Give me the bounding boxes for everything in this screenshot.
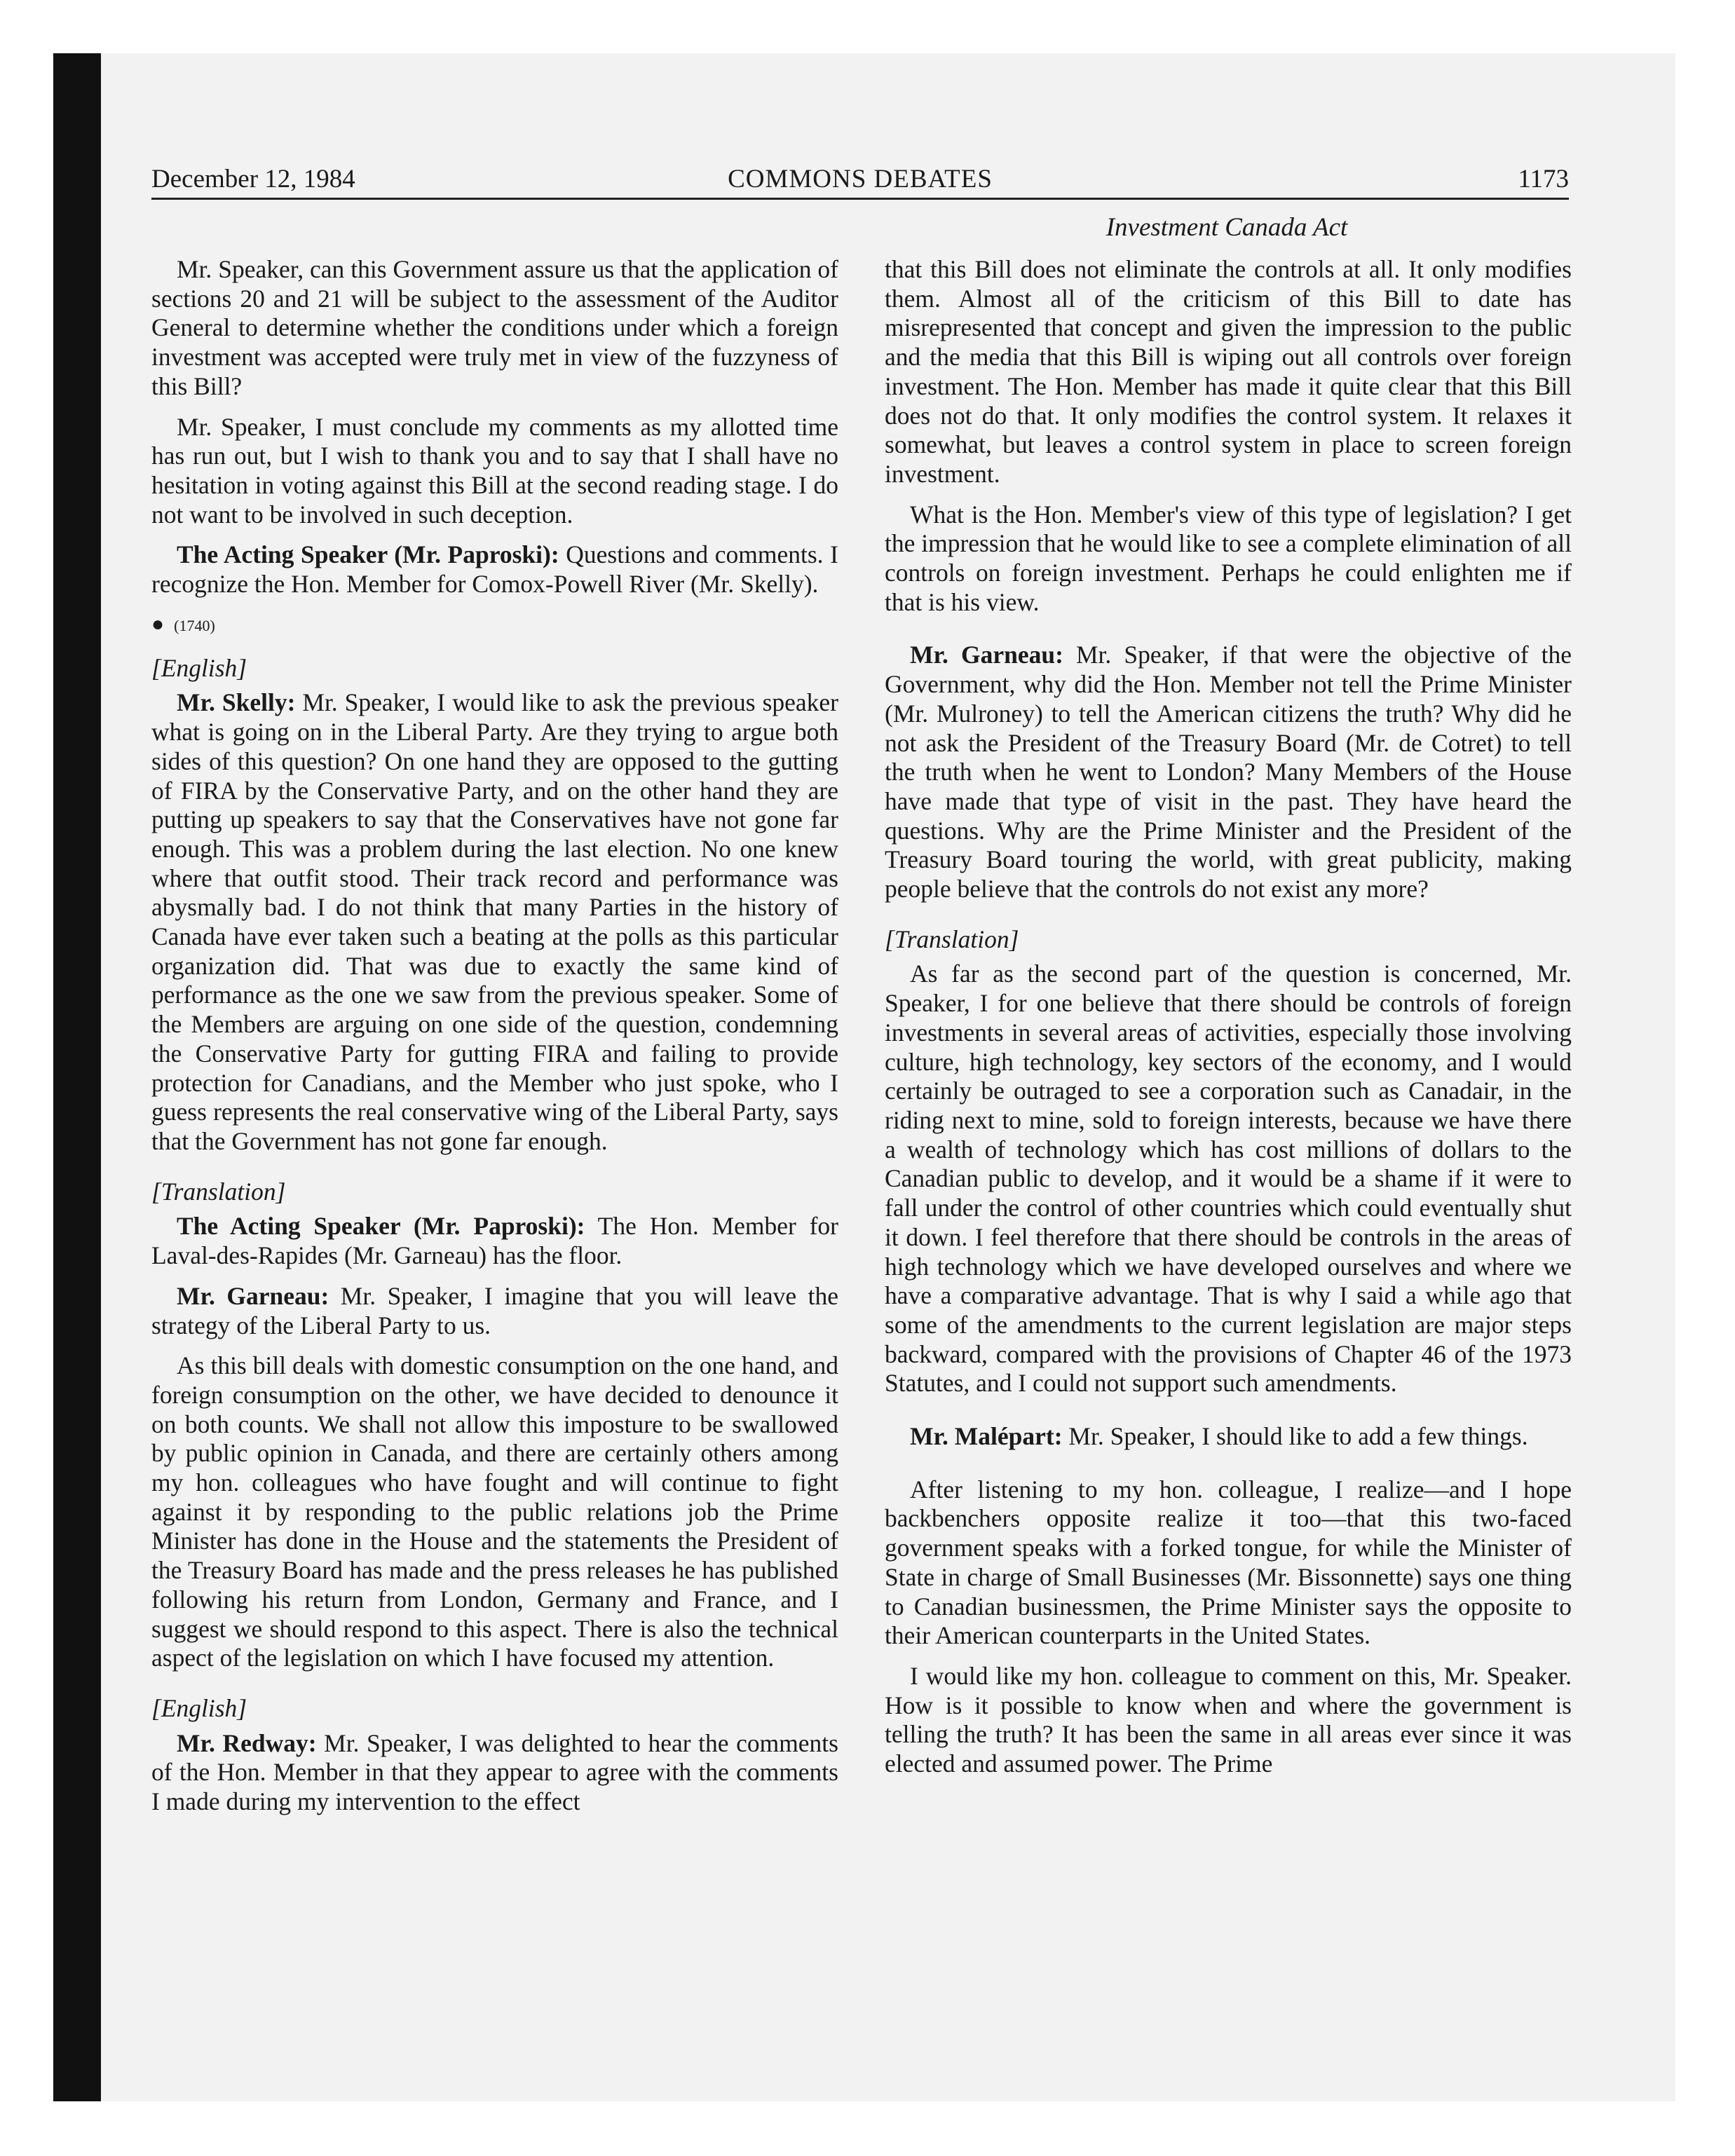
section-heading: Investment Canada Act [1105,213,1348,242]
speaker-name: Mr. Redway: [177,1728,317,1757]
speaker-name: Mr. Garneau: [910,641,1063,669]
timestamp-line [151,610,838,640]
speech-text: Mr. Speaker, I should like to add a few things. [1062,1422,1528,1451]
speech-paragraph [151,540,838,599]
speech-paragraph [151,1212,838,1270]
header-date: December 12, 1984 [151,165,355,193]
speech-text: Questions and comments. I recognize the Hon. Member for Comox-Powell River (Mr. Skelly). [151,540,838,599]
speech-text: Mr. Speaker, I would like to ask the previous speaker what is going on in the Liberal Party. Are they trying to argue both sides of this question? On one hand they are opposed to the gutting of FIRA by the Conservative Party, and on the other hand they are putting up speakers to say that the Conservatives have not gone far enough. This was a problem during the last election. No one knew where that outfit stood. Their track record and performance was abysmally bad. I do not think that many Parties in the history of Canada have ever taken such a beating at the polls as this particular organization did. That was due to exactly the same kind of performance as the one we saw from the previous speaker. Some of the Members are arguing on one side of the question, condemning the Conservative Party for gutting FIRA and failing to provide protection for Canadians, and the Member who just spoke, who I guess represents the real conservative wing of the Liberal Party, says that the Government has not gone far enough. [151,688,839,1155]
paragraph: I would like my hon. colleague to comment on this, Mr. Speaker. How is it possible to know when and where the government is telling the truth? It has been the same in all areas ever since it was elected and assumed power. The Prime [885,1661,1572,1778]
paragraph: As far as the second part of the question is concerned, Mr. Speaker, I for one believe that there should be controls of foreign investments in several areas of activities, especially those involving culture, high technology, key sectors of the economy, and I would certainly be outraged to see a corporation such as Canadair, in the riding next to mine, sold to foreign interests, because we have there a wealth of technology which has cost millions of dollars to the Canadian public to develop, and it would be a shame if it were to fall under the control of other countries which could eventually shut it down. I feel therefore that there should be controls in the areas of high technology which we have developed ourselves and where we have a comparative advantage. That is why I said a while ago that some of the amendments to the current legislation are major steps backward, compared with the provisions of Chapter 46 of the 1973 Statutes, and I could not support such amendments. [885,960,1572,1398]
speaker-name: Mr. Garneau: [177,1281,329,1310]
paragraph: that this Bill does not eliminate the controls at all. It only modifies them. Almost all of the criticism of this Bill to date has misrepresented that concept and given the impression to the public and the media that this Bill is wiping out all controls over foreign investment. The Hon. Member has made it quite clear that this Bill does not do that. It only modifies the control system. It relaxes it somewhat, but leaves a control system in place to screen foreign investment. [885,255,1572,488]
speech-text: The Hon. Member for Laval-des-Rapides (Mr. Garneau) has the floor. [151,1212,838,1270]
right-column [885,255,1572,1790]
speech-text: Mr. Speaker, I was delighted to hear the comments of the Hon. Member in that they appear to agree with the comments I made during my intervention to the effect [151,1728,838,1816]
running-header [151,160,1569,199]
paragraph: What is the Hon. Member's view of this type of legislation? I get the impression that he would like to see a complete elimination of all controls on foreign investment. Perhaps he could enlighten me if that is his view. [885,500,1572,616]
left-column [151,255,838,1828]
speech-paragraph [151,1282,838,1340]
speech-paragraph [151,688,838,1156]
speech-paragraph [885,641,1572,903]
header-rule [151,198,1569,200]
paragraph: As this bill deals with domestic consumption on the one hand, and foreign consumption on the other, we have decided to denounce it on both counts. We shall not allow this imposture to be swallowed by public opinion in Canada, and there are certainly others among my hon. colleagues who have fought and will continue to fight against it by responding to the public relations job the Prime Minister has done in the House and the statements the President of the Treasury Board has made and the press releases he has published following his return from London, Germany and France, and I suggest we should respond to this aspect. There is also the technical aspect of the legislation on which I have focused my attention. [151,1351,838,1672]
paragraph: Mr. Speaker, I must conclude my comments as my allotted time has run out, but I wish to thank you and to say that I shall have no hesitation in voting against this Bill at the second reading stage. I do not want to be involved in such deception. [151,412,838,528]
speech-text: Mr. Speaker, if that were the objective of the Government, why did the Hon. Member not tell the Prime Minister (Mr. Mulroney) to tell the American citizens the truth? Why did he not ask the President of the Treasury Board (Mr. de Cotret) to tell the truth when he went to London? Many Members of the House have made that type of visit in the past. They have heard the questions. Why are the Prime Minister and the President of the Treasury Board touring the world, with great publicity, making people believe that the controls do not exist any more? [885,641,1572,903]
language-marker: [Translation] [885,925,1019,953]
scan-margin [0,0,53,2156]
language-marker: [Translation] [151,1177,286,1206]
timestamp: (1740) [174,616,215,634]
paragraph: Mr. Speaker, can this Government assure us that the application of sections 20 and 21 will be subject to the assessment of the Auditor General to determine whether the conditions under which a foreign investment was accepted were truly met in view of the fuzzyness of this Bill? [151,255,838,400]
speaker-name: Mr. Malépart: [910,1422,1063,1451]
speaker-name: The Acting Speaker (Mr. Paproski): [177,1212,585,1241]
speech-paragraph [151,1729,838,1817]
paragraph: After listening to my hon. colleague, I realize—and I hope backbenchers opposite realize it too—that this two-faced government speaks with a forked tongue, for while the Minister of State in charge of Small Businesses (Mr. Bissonnette) says one thing to Canadian businessmen, the Prime Minister says the opposite to their American counterparts in the United States. [885,1475,1572,1650]
speaker-name: The Acting Speaker (Mr. Paproski): [177,540,559,569]
speaker-name: Mr. Skelly: [177,688,296,717]
page-number: 1173 [1518,165,1569,193]
speech-paragraph [885,1422,1572,1452]
bullet-icon: ● [151,612,165,636]
language-marker: [English] [151,653,247,682]
speech-text: Mr. Speaker, I imagine that you will leave the strategy of the Liberal Party to us. [151,1281,838,1339]
header-title: COMMONS DEBATES [728,165,993,193]
scan-binding-shadow [53,53,101,2101]
language-marker: [English] [151,1693,247,1722]
